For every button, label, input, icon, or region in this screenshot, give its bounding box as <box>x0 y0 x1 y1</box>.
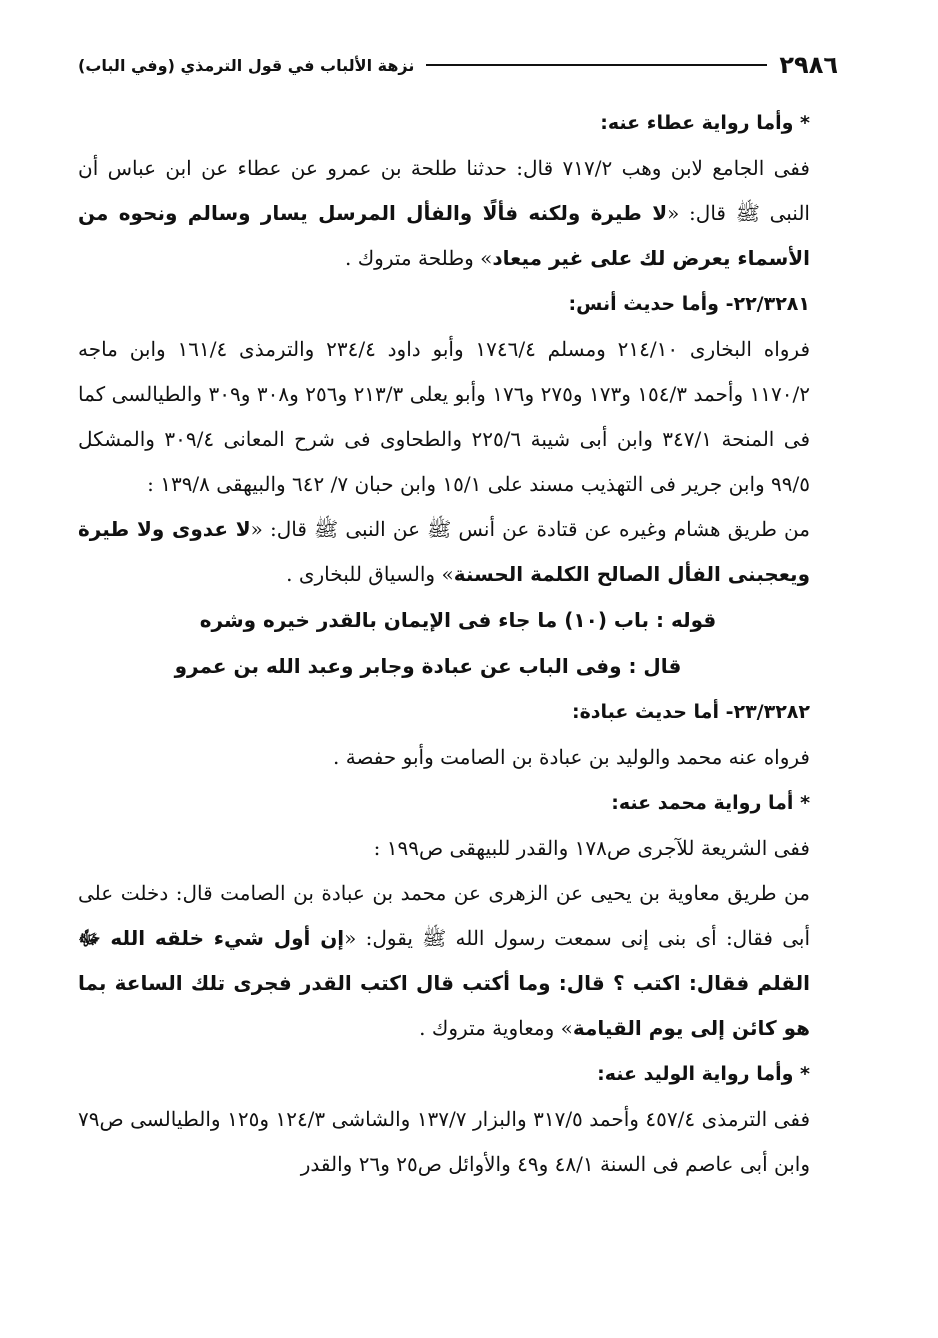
text-paragraph <box>78 1097 838 1187</box>
text-paragraph <box>78 507 838 597</box>
paragraph-text: فرواه البخارى ٢١٤/١٠ ومسلم ١٧٤٦/٤ وأبو داود ٢٣٤/٤ والترمذى ١٦١/٤ وابن ماجه ١١٧٠/٢ وأحمد ١٥٤/٣ و١٧٣ و٢٧٥ و١٧٦ وأبو يعلى ٢١٣/٣ و٢٥٦ و٣٠٨ و٣٠٩ والطيالسى كما فى المنحة ٣٤٧/١ وابن أبى شيبة ٢٢٥/٦ والطحاوى فى شرح المعانى ٣٠٩/٤ والمشكل ٩٩/٥ وابن جرير فى التهذيب مسند على ١٥/١ وابن حبان ٧/ ٦٤٢ والبيهقى ١٣٩/٨ : <box>78 337 811 496</box>
chapter-title: قوله : باب (١٠) ما جاء فى الإيمان بالقدر خيره وشره <box>199 608 717 632</box>
hadith-text: لا عدوى ولا طيرة ويعجبنى الفأل الصالح الكلمة الحسنة <box>78 517 810 586</box>
hadith-text: لا طيرة ولكنه فألًا والفأل المرسل يسار وسالم ونحوه من الأسماء يعرض لك على غير ميعاد <box>78 201 810 270</box>
text-paragraph <box>78 735 838 780</box>
running-header <box>78 48 838 82</box>
paragraph-text: من طريق هشام وغيره عن قتادة عن أنس ﷺ عن النبى ﷺ قال: « <box>250 517 810 541</box>
text-paragraph <box>78 327 838 507</box>
section-heading: ٢٣/٣٢٨٢- أما حديث عبادة: <box>571 701 810 723</box>
paragraph-text: » والسياق للبخارى . <box>286 562 454 586</box>
hadith-text: إن أول شيء خلقه الله ﷻ القلم فقال: اكتب ؟ قال: وما أكتب قال اكتب القدر فجرى تلك الساعة بما هو كائن إلى يوم القيامة <box>78 926 810 1040</box>
paragraph-text: ففى الترمذى ٤٥٧/٤ وأحمد ٣١٧/٥ والبزار ١٣٧/٧ والشاشى ١٢٤/٣ و١٢٥ والطيالسى ص٧٩ وابن أبى عاصم فى السنة ٤٨/١ و٤٩ والأوائل ص٢٥ و٢٦ والقدر <box>78 1107 811 1176</box>
page-number: ٢٩٨٦ <box>779 51 838 79</box>
text-paragraph <box>78 146 838 281</box>
paragraph-text: ففى الشريعة للآجرى ص١٧٨ والقدر للبيهقى ص١٩٩ : <box>373 836 810 860</box>
section-heading: ٢٢/٣٢٨١- وأما حديث أنس: <box>568 293 810 315</box>
paragraph-text: من طريق معاوية بن يحيى عن الزهرى عن محمد بن عبادة بن الصامت قال: دخلت على أبى فقال: أى بنى إنى سمعت رسول الله ﷺ يقول: « <box>78 881 810 950</box>
section-heading: * أما رواية محمد عنه: <box>611 792 810 814</box>
page-body <box>78 100 838 1187</box>
book-page <box>78 48 838 1318</box>
header-rule <box>426 64 767 66</box>
text-paragraph <box>78 871 838 1051</box>
text-paragraph <box>78 826 838 871</box>
paragraph-text: » ومعاوية متروك . <box>419 1016 573 1040</box>
chapter-subtitle: قال : وفى الباب عن عبادة وجابر وعبد الله بن عمرو <box>174 654 682 678</box>
section-heading: * وأما رواية عطاء عنه: <box>600 112 810 134</box>
section-heading: * وأما رواية الوليد عنه: <box>597 1063 810 1085</box>
running-title: نزهة الألباب في قول الترمذي (وفي الباب) <box>78 55 415 75</box>
paragraph-text: » وطلحة متروك . <box>344 246 493 270</box>
paragraph-text: فرواه عنه محمد والوليد بن عبادة بن الصامت وأبو حفصة . <box>333 745 810 769</box>
paragraph-text: ففى الجامع لابن وهب ٧١٧/٢ قال: حدثنا طلحة بن عمرو عن عطاء عن ابن عباس أن النبى ﷺ قال: « <box>78 156 810 225</box>
